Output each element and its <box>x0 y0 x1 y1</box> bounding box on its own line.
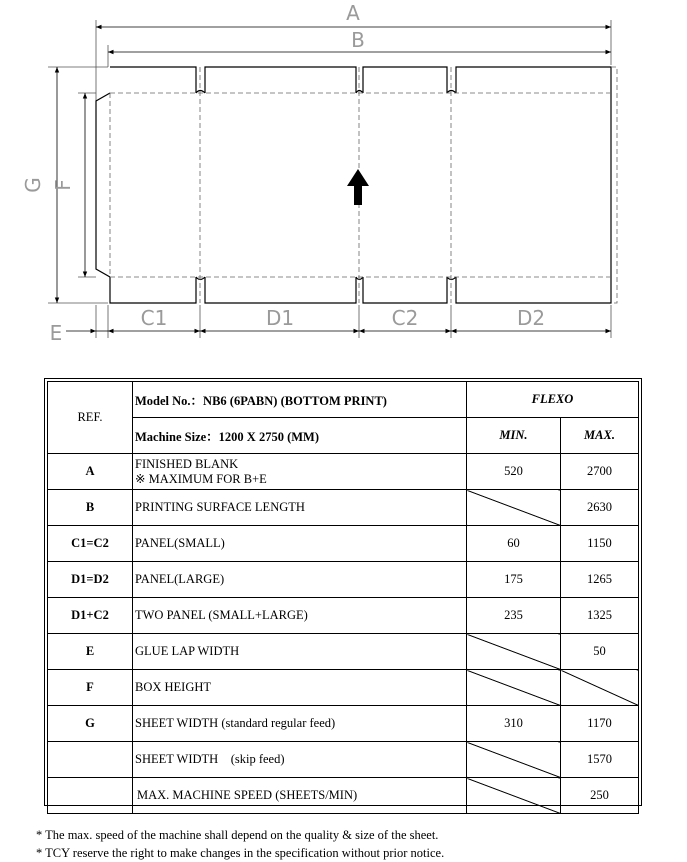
table-row <box>48 634 639 670</box>
row-desc: SHEET WIDTH (skip feed) <box>133 742 467 778</box>
row-ref: C1=C2 <box>48 526 133 562</box>
row-min-na <box>467 742 561 778</box>
row-desc: PANEL(LARGE) <box>133 562 467 598</box>
dim-label-d2: D2 <box>516 306 546 330</box>
table-row <box>48 742 639 778</box>
dim-label-a: A <box>346 1 360 25</box>
table-row <box>48 778 639 814</box>
max-header: MAX. <box>561 418 639 454</box>
table-row <box>48 598 639 634</box>
footnote: * The max. speed of the machine shall depend on the quality & size of the sheet. <box>36 828 439 842</box>
row-min: 310 <box>467 706 561 742</box>
row-max: 2630 <box>561 490 639 526</box>
min-header: MIN. <box>467 418 561 454</box>
box-blank-diagram <box>0 0 687 370</box>
table-row <box>48 526 639 562</box>
row-ref: D1=D2 <box>48 562 133 598</box>
feed-direction-arrow-icon <box>347 169 369 205</box>
dim-label-c1: C1 <box>140 306 168 330</box>
row-ref: B <box>48 490 133 526</box>
row-max: 1265 <box>561 562 639 598</box>
table-row <box>48 706 639 742</box>
dim-label-c2: C2 <box>391 306 419 330</box>
row-min-na <box>467 490 561 526</box>
row-min: 235 <box>467 598 561 634</box>
row-desc: MAX. MACHINE SPEED (SHEETS/MIN) <box>133 778 467 814</box>
row-desc <box>133 454 467 490</box>
table-row <box>48 562 639 598</box>
row-ref: F <box>48 670 133 706</box>
dim-label-e: E <box>49 321 63 345</box>
row-min: 175 <box>467 562 561 598</box>
flexo-header: FLEXO <box>467 382 639 418</box>
ref-header: REF. <box>48 382 133 454</box>
model-number: Model No.：NB6 (6PABN) (BOTTOM PRINT) <box>133 382 467 418</box>
row-ref: A <box>48 454 133 490</box>
row-desc: BOX HEIGHT <box>133 670 467 706</box>
row-desc-note: ※ MAXIMUM FOR B+E <box>135 471 267 486</box>
table-row <box>48 454 639 490</box>
row-min: 520 <box>467 454 561 490</box>
row-desc: SHEET WIDTH (standard regular feed) <box>133 706 467 742</box>
row-min-na <box>467 634 561 670</box>
row-min-na <box>467 670 561 706</box>
table-row <box>48 670 639 706</box>
row-max: 1150 <box>561 526 639 562</box>
row-max: 1170 <box>561 706 639 742</box>
row-max: 1570 <box>561 742 639 778</box>
row-desc: PANEL(SMALL) <box>133 526 467 562</box>
row-ref: D1+C2 <box>48 598 133 634</box>
dim-label-d1: D1 <box>265 306 295 330</box>
row-ref: G <box>48 706 133 742</box>
row-max: 1325 <box>561 598 639 634</box>
row-max: 50 <box>561 634 639 670</box>
row-desc: PRINTING SURFACE LENGTH <box>133 490 467 526</box>
row-min: 60 <box>467 526 561 562</box>
row-ref <box>48 778 133 814</box>
row-max: 2700 <box>561 454 639 490</box>
footnotes <box>36 826 444 862</box>
machine-size: Machine Size：1200 X 2750 (MM) <box>133 418 467 454</box>
dim-label-b: B <box>351 28 365 52</box>
dim-label-g: G <box>21 177 45 193</box>
specification-table <box>44 378 642 806</box>
dim-label-f: F <box>51 179 75 191</box>
row-desc: GLUE LAP WIDTH <box>133 634 467 670</box>
row-desc: TWO PANEL (SMALL+LARGE) <box>133 598 467 634</box>
row-ref <box>48 742 133 778</box>
table-row <box>48 490 639 526</box>
row-max-na <box>561 670 639 706</box>
row-ref: E <box>48 634 133 670</box>
footnote: * TCY reserve the right to make changes in the specification without prior notice. <box>36 846 445 860</box>
row-desc-line: FINISHED BLANK <box>135 456 239 471</box>
row-min-na <box>467 778 561 814</box>
row-max: 250 <box>561 778 639 814</box>
